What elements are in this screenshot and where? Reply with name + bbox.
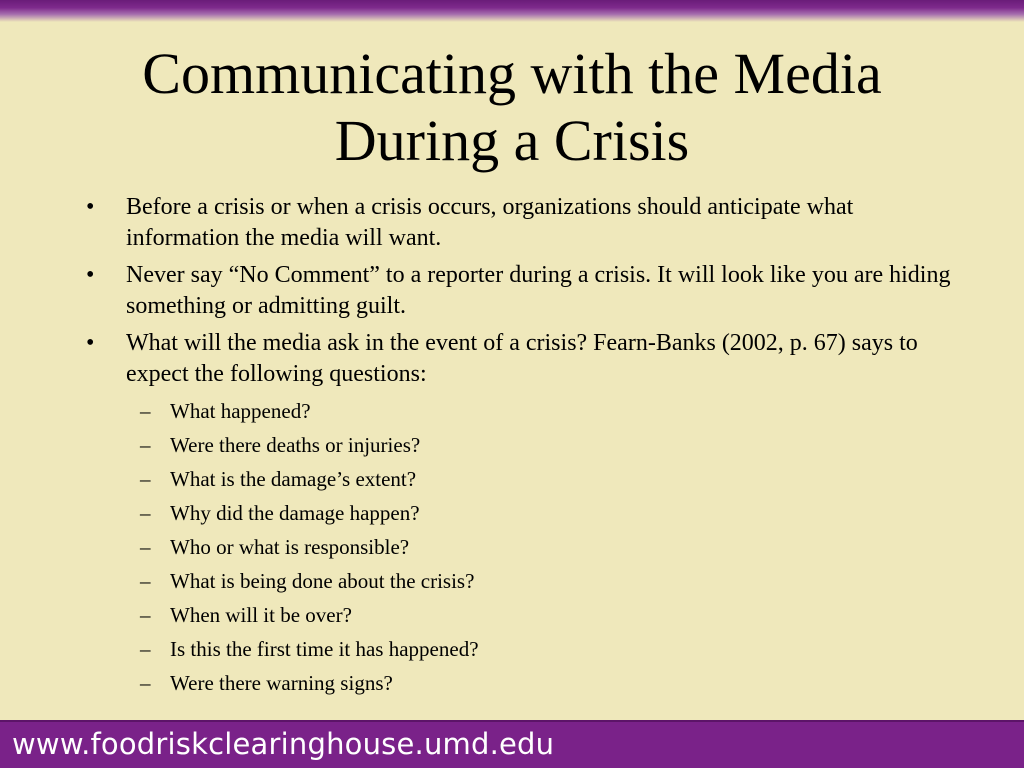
dash-marker: – [140,671,151,695]
question-item [126,496,960,530]
question-item [126,428,960,462]
bullet-item [80,260,960,322]
dash-marker: – [140,433,151,457]
dash-marker: – [140,467,151,491]
dash-marker: – [140,603,151,627]
question-text: What is the damage’s extent? [170,467,417,491]
slide-title-line-2: During a Crisis [334,108,690,173]
bullet-item [80,192,960,254]
question-text: When will it be over? [170,603,352,627]
bullet-marker: • [86,262,95,288]
slide-title [0,40,1024,174]
top-decorative-band [0,0,1024,22]
question-text: Were there warning signs? [170,671,393,695]
question-item [126,632,960,666]
slide-title-line-1: Communicating with the Media [142,41,882,106]
bullet-text: Before a crisis or when a crisis occurs, organizations should anticipate what information the media will want. [126,194,854,251]
dash-marker: – [140,569,151,593]
question-text: What is being done about the crisis? [170,569,475,593]
dash-marker: – [140,501,151,525]
question-item [126,530,960,564]
slide-body [80,192,960,706]
bullet-marker: • [86,194,95,220]
question-item [126,598,960,632]
question-item [126,462,960,496]
dash-marker: – [140,535,151,559]
question-item [126,564,960,598]
bullet-item [80,328,960,700]
bullet-text: Never say “No Comment” to a reporter during a crisis. It will look like you are hiding something or admitting guilt. [126,262,951,319]
bullet-marker: • [86,330,95,356]
question-text: What happened? [170,399,311,423]
question-text: Were there deaths or injuries? [170,433,421,457]
question-text: Who or what is responsible? [170,535,410,559]
bullet-list [80,192,960,700]
question-item [126,394,960,428]
footer-url: www.foodriskclearinghouse.umd.edu [12,727,555,761]
question-text: Why did the damage happen? [170,501,420,525]
dash-marker: – [140,399,151,423]
question-list [126,394,960,700]
bullet-text: What will the media ask in the event of a crisis? Fearn-Banks (2002, p. 67) says to expect the following questions: [126,330,918,387]
question-item [126,666,960,700]
question-text: Is this the first time it has happened? [170,637,479,661]
footer-band [0,720,1024,768]
dash-marker: – [140,637,151,661]
